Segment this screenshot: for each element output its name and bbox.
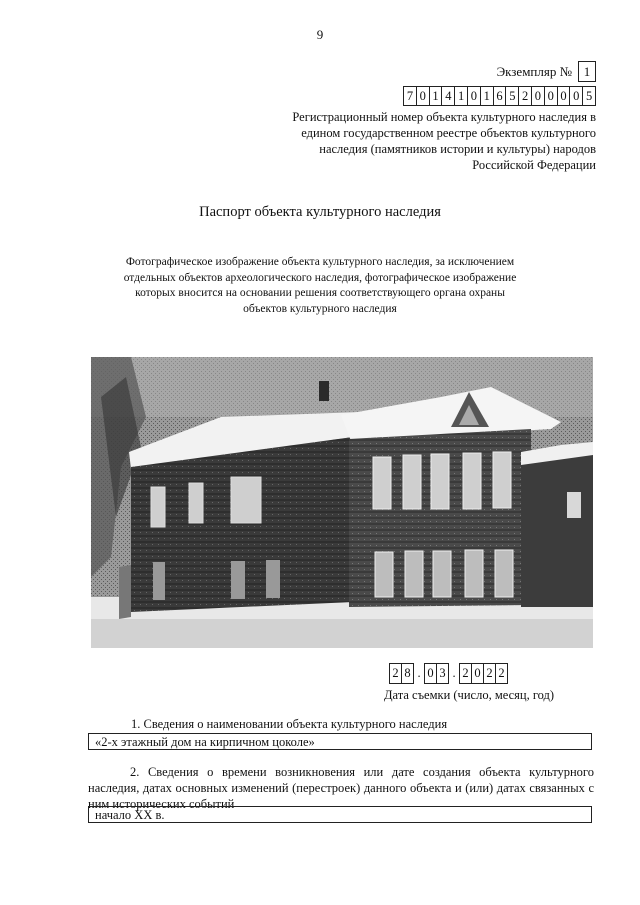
date-separator: .: [417, 666, 421, 680]
shoot-date-year: [459, 663, 508, 684]
date-digit-cell: 0: [424, 663, 437, 684]
registration-digit-cell: 4: [442, 86, 455, 106]
registration-digit-cell: 0: [417, 86, 430, 106]
registration-digit-cell: 1: [481, 86, 494, 106]
copy-label: Экземпляр №: [496, 63, 572, 79]
registration-digit-cell: 7: [403, 86, 417, 106]
date-digit-cell: 8: [402, 663, 414, 684]
section1-title: 1. Сведения о наименовании объекта культурного наследия: [131, 717, 448, 731]
registration-digit-cell: 0: [468, 86, 481, 106]
date-digit-cell: 2: [496, 663, 508, 684]
registration-digit-cell: 6: [494, 86, 507, 106]
copy-number-box: 1: [578, 61, 596, 82]
registration-caption: Регистрационный номер объекта культурного наследия в едином государственном реестре объектов культурного наследия (памятников истории и культуры) народов Российской Федерации: [292, 110, 596, 172]
registration-digit-cell: 0: [558, 86, 571, 106]
section2-value-field: начало XX в.: [88, 806, 592, 823]
date-separator: .: [452, 666, 456, 680]
page-number: 9: [316, 27, 324, 42]
date-digit-cell: 2: [389, 663, 402, 684]
registration-digit-cell: 0: [545, 86, 558, 106]
section1-value-field: «2-х этажный дом на кирпичном цоколе»: [88, 733, 592, 750]
shoot-date-caption: Дата съемки (число, месяц, год): [384, 688, 555, 702]
registration-digit-cell: 2: [519, 86, 532, 106]
date-digit-cell: 2: [484, 663, 496, 684]
passport-title: Паспорт объекта культурного наследия: [199, 204, 441, 220]
registration-digit-cell: 0: [532, 86, 545, 106]
registration-digit-cell: 5: [583, 86, 596, 106]
shoot-date-day: [389, 663, 414, 684]
date-digit-cell: 2: [459, 663, 472, 684]
registration-digit-cell: 5: [506, 86, 519, 106]
registration-digit-cell: 0: [570, 86, 583, 106]
registration-digit-cell: 1: [430, 86, 443, 106]
copy-number-row: [497, 61, 596, 82]
shoot-date-month: [424, 663, 449, 684]
registration-digit-cell: 1: [455, 86, 468, 106]
date-digit-cell: 0: [472, 663, 484, 684]
object-photo: [91, 357, 593, 648]
date-digit-cell: 3: [437, 663, 449, 684]
photo-caption: Фотографическое изображение объекта культурного наследия, за исключением отдельных объектов археологического наследия, фотографическое изображение которых вносится на основании решения соответствующего органа охраны объектов культурного наследия: [123, 256, 517, 315]
section2-title: 2. Сведения о времени возникновения или дате создания объекта культурного наследия, датах основных изменений (перестроек) данного объекта и (или) датах связанных с ним исторических событий: [88, 765, 594, 811]
shoot-date-cells: [389, 663, 508, 684]
registration-number-cells: [403, 86, 596, 106]
